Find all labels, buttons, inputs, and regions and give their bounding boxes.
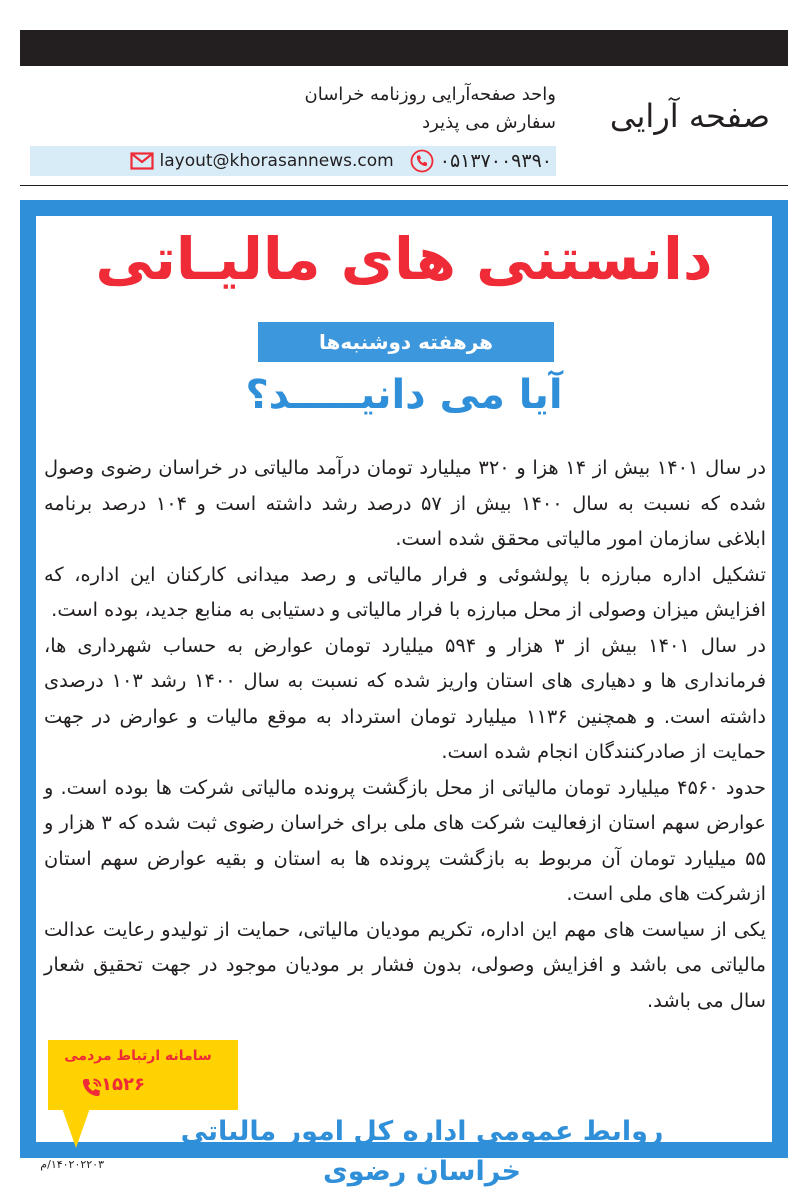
article-question: آیا می دانیـــــد؟ xyxy=(245,372,563,418)
article-headline: دانستنی های مالیـاتی xyxy=(95,225,713,293)
article-paragraph: حدود ۴۵۶۰ میلیارد تومان مالیاتی از محل بازگشت پرونده مالیاتی شرکت ها بوده است. و عوارض سهم استان ازفعالیت شرکت های ملی برای خراسان رضوی ثبت شده که ۳ هزار و ۵۵ میلیارد تومان آن مربوط به بازگشت پرونده ها به استان و بقیه عوارض سهم استان ازشرکت های ملی است. xyxy=(44,775,767,905)
article-subtitle: هرهفته دوشنبه‌ها xyxy=(258,322,554,362)
article-paragraph: یکی از سیاست های مهم این اداره، تکریم مودیان مالیاتی، حمایت از تولیدو رعایت عدالت مالیاتی می باشد و افزایش وصولی، بدون فشار بر مودیان موجود در جهت تحقیق شعار سال می باشد. xyxy=(44,917,766,1012)
masthead-line1: واحد صفحه‌آرایی روزنامه خراسان xyxy=(304,84,556,105)
hotline-title: سامانه ارتباط مردمی xyxy=(64,1048,212,1064)
hotline-number[interactable]: ۱۵۲۶ xyxy=(101,1074,145,1095)
masthead-divider xyxy=(20,185,788,186)
masthead-line2: سفارش می پذیرد xyxy=(422,112,556,133)
footer-credit: روابط عمومی اداره کل امور مالیاتی خراسان رضوی xyxy=(180,1116,664,1187)
article-paragraph: در سال ۱۴۰۱ بیش از ۳ هزار و ۵۹۴ میلیارد تومان عوارض به حساب شهرداری ها، فرمانداری ها و دهیاری های استان واریز شده که نسبت به سال ۱۴۰۰ رشد ۱۰۳ درصدی داشته است. و همچنین ۱۱۳۶ میلیارد تومان استرداد به موقع مالیات و عوارض در جهت حمایت از صادرکنندگان انجام شده است. xyxy=(44,633,766,763)
contact-phone[interactable]: ۰۵۱۳۷۰۰۹۳۹۰ xyxy=(439,150,552,172)
hotline-badge-tail xyxy=(62,1108,90,1148)
phone-icon xyxy=(410,149,434,173)
contact-email-link[interactable]: layout@khorasannews.com xyxy=(159,151,394,171)
envelope-icon xyxy=(130,152,154,170)
contact-strip xyxy=(30,146,556,176)
masthead-title: صفحه آرایی xyxy=(609,97,770,135)
top-black-bar xyxy=(20,30,788,66)
page-code: ۱۴۰۲۰۲۲۰۳/م xyxy=(40,1158,104,1171)
article-paragraph: تشکیل اداره مبارزه با پولشوئی و فرار مالیاتی و رصد میدانی کارکنان این اداره، که افزایش میزان وصولی از محل مبارزه با فرار مالیاتی و دستیابی به منابع جدید، بوده است. xyxy=(44,562,766,621)
article-paragraph: در سال ۱۴۰۱ بیش از ۱۴ هزا و ۳۲۰ میلیارد تومان درآمد مالیاتی در خراسان رضوی وصول شده که نسبت به سال ۱۴۰۰ بیش از ۵۷ درصد رشد داشته است و ۱۰۴ درصد برنامه ابلاغی سازمان امور مالیاتی محقق شده است. xyxy=(44,456,767,550)
article-body xyxy=(44,450,766,1018)
